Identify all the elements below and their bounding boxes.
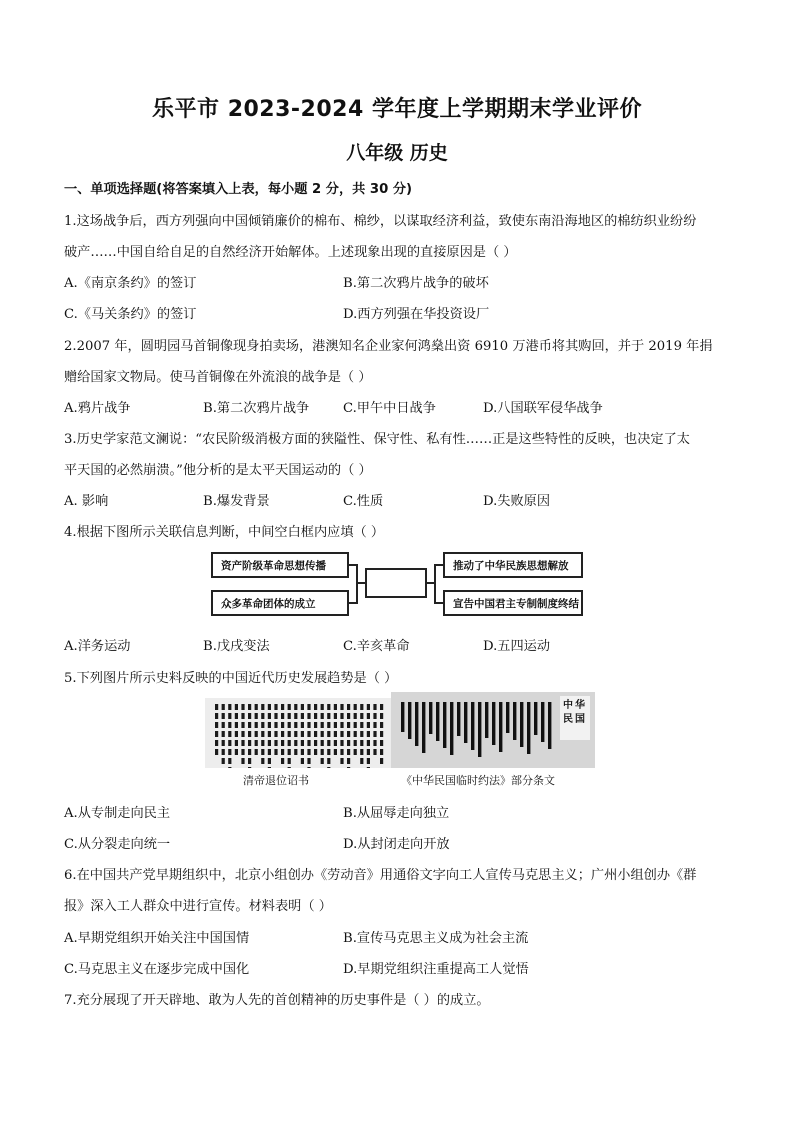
q1-option-a: A.《南京条约》的签订 [64,276,197,291]
q5-historical-documents-image [205,692,595,790]
q5-stem-line1: 5.下列图片所示史料反映的中国近代历史发展趋势是（ ） [64,671,398,686]
diagram-box-blank [365,568,427,598]
q4-stem-line1: 4.根据下图所示关联信息判断，中间空白框内应填（ ） [64,525,385,540]
svg-text:国: 国 [575,714,585,725]
exam-subtitle: 八年级 历史 [346,142,448,164]
q3-option-a: A. 影响 [64,494,109,509]
q2-stem-line2: 赠给国家文物局。使马首铜像在外流浪的战争是（ ） [64,370,372,385]
diagram-box-cause2: 众多革命团体的成立 [211,590,349,616]
q4-option-c: C.辛亥革命 [343,639,410,654]
svg-text:民: 民 [563,714,573,725]
section-heading: 一、单项选择题(将答案填入上表，每小题 2 分，共 30 分) [64,182,413,197]
q6-option-c: C.马克思主义在逐步完成中国化 [64,962,250,977]
q4-option-d: D.五四运动 [483,639,551,654]
q5-option-c: C.从分裂走向统一 [64,837,171,852]
q5-option-a: A.从专制走向民主 [64,806,171,821]
q4-relation-diagram [207,548,587,624]
q3-option-d: D.失败原因 [483,494,551,509]
q4-option-b: B.戊戌变法 [203,639,270,654]
q6-option-b: B.宣传马克思主义成为社会主流 [343,931,529,946]
q3-stem-line1: 3.历史学家范文澜说：“农民阶级消极方面的狭隘性、保守性、私有性……正是这些特性的反映，也决定了太 [64,432,690,447]
diagram-connector [435,602,443,604]
diagram-connector [435,564,443,566]
exam-title: 乐平市 2023-2024 学年度上学期期末学业评价 [152,97,642,122]
q3-option-b: B.爆发背景 [203,494,270,509]
q1-option-b: B.第二次鸦片战争的破坏 [343,276,489,291]
q2-stem-line1: 2.2007 年，圆明园马首铜像现身拍卖场，港澳知名企业家何鸿燊出资 6910 万港币将其购回，并于 2019 年捐 [64,339,713,354]
q1-stem-line2: 破产……中国自给自足的自然经济开始解体。上述现象出现的直接原因是（ ） [64,245,517,260]
q2-option-d: D.八国联军侵华战争 [483,401,603,416]
svg-text:华: 华 [575,700,585,711]
diagram-box-cause1: 资产阶级革命思想传播 [211,552,349,578]
q2-option-a: A.鸦片战争 [64,401,131,416]
diagram-connector [356,564,358,604]
q6-stem-line2: 报》深入工人群众中进行宣传。材料表明（ ） [64,899,332,914]
q1-option-c: C.《马关条约》的签订 [64,307,197,322]
q6-option-a: A.早期党组织开始关注中国国情 [64,931,250,946]
diagram-box-effect1: 推动了中华民族思想解放 [443,552,583,578]
svg-text:中: 中 [563,700,573,711]
diagram-box-effect2: 宣告中国君主专制制度终结 [443,590,583,616]
caption-provisional-constitution: 《中华民国临时约法》部分条文 [401,774,555,787]
q4-option-a: A.洋务运动 [64,639,131,654]
diagram-connector [434,564,436,604]
q3-stem-line2: 平天国的必然崩溃。”他分析的是太平天国运动的（ ） [64,463,372,478]
q7-stem-line1: 7.充分展现了开天辟地、敢为人先的首创精神的历史事件是（ ）的成立。 [64,993,490,1008]
document-scans-graphic [205,692,595,768]
q5-option-b: B.从屈辱走向独立 [343,806,450,821]
q5-option-d: D.从封闭走向开放 [343,837,450,852]
caption-abdication-edict: 清帝退位诏书 [243,774,309,787]
q6-option-d: D.早期党组织注重提高工人觉悟 [343,962,529,977]
q2-option-b: B.第二次鸦片战争 [203,401,310,416]
q1-stem-line1: 1.这场战争后，西方列强向中国倾销廉价的棉布、棉纱，以谋取经济利益，致使东南沿海地区的棉纺织业纷纷 [64,214,697,229]
diagram-connector [357,582,365,584]
q1-option-d: D.西方列强在华投资设厂 [343,307,490,322]
q6-stem-line1: 6.在中国共产党早期组织中，北京小组创办《劳动音》用通俗文字向工人宣传马克思主义；广州小组创办《群 [64,868,697,883]
q2-option-c: C.甲午中日战争 [343,401,436,416]
q3-option-c: C.性质 [343,494,384,509]
